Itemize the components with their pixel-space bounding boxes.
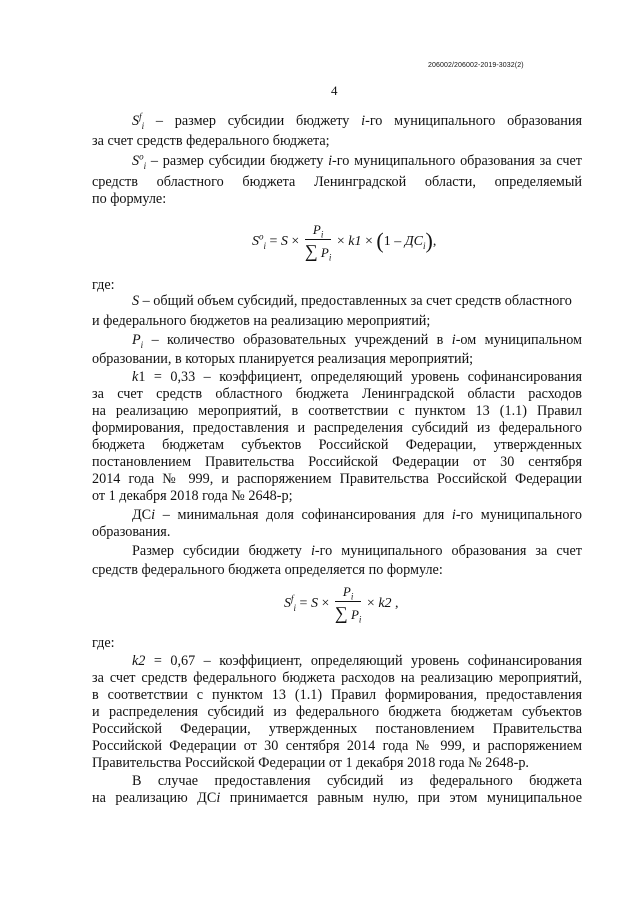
formula-so: $S^o_i = S$ × $\frac{P_i}{\sum P_i}$ × $k1 \times (1 - ДС_i)$, [252, 222, 437, 263]
text-line: и распределения субсидий из федерального бюджета бюджетам субъектов [92, 704, 582, 720]
text-line: постановлением Правительства Российской Федерации от 30 сентября [92, 454, 582, 470]
text-line: и федерального бюджетов на реализацию мероприятий; [92, 313, 431, 329]
text-line: по формуле: [92, 191, 167, 207]
definition-sf: $S^f_i$ – размер субсидии бюджету i-го муниципального образования [132, 111, 583, 131]
text-line: где: [92, 635, 115, 651]
definition-k1: k1 = 0,33 – коэффициент, определяющий уровень софинансирования [132, 369, 582, 385]
definition-p: $P_i$ – количество образовательных учреждений в i-ом муниципальном [132, 332, 583, 350]
definition-s: S – общий объем субсидий, предоставленных за счет средств областного [132, 293, 572, 309]
text-line: Размер субсидии бюджету i-го муниципального образования за счет [132, 543, 582, 559]
fraction: $\frac{P_i}{\sum P_i}$ [304, 222, 332, 263]
text-line: В случае предоставления субсидий из федерального бюджета [132, 773, 582, 789]
document-reference: 206002/206002-2019-3032(2) [428, 62, 524, 69]
text-line: за счет средств федерального бюджета; [92, 133, 330, 149]
text-line: образования. [92, 524, 171, 540]
text-line: за счет средств федерального бюджета расходов на реализацию мероприятий, [92, 670, 582, 686]
formula-sf: $S^f_i = S$ × $\frac{P_i}{\sum P_i}$ × k2 , [284, 584, 399, 625]
page-number: 4 [331, 83, 338, 98]
text-line: в соответствии с пунктом 13 (1.1) Правил формирования, предоставления [92, 687, 582, 703]
definition-so: $S^o_i$ – размер субсидии бюджету i-го муниципального образования за счет [132, 151, 582, 171]
text-line: где: [92, 277, 115, 293]
text-line: средств федерального бюджета определяется по формуле: [92, 562, 443, 578]
text-line: 2014 года № 999, и распоряжением Правительства Российской Федерации [92, 471, 582, 487]
text-line: средств областного бюджета Ленинградской области, определяемый [92, 174, 582, 190]
text-line: Российской Федерации от 30 сентября 2014 года № 999, и распоряжением [92, 738, 582, 754]
text-line: бюджета бюджетам субъектов Российской Федерации, утвержденных [92, 437, 582, 453]
text-line: от 1 декабря 2018 года № 2648-р; [92, 488, 293, 504]
text-line: за счет средств областного бюджета Ленинградской области расходов [92, 386, 582, 402]
definition-dc: ДСi – минимальная доля софинансирования для i-го муниципального [132, 507, 583, 523]
definition-k2: k2 = 0,67 – коэффициент, определяющий уровень софинансирования [132, 653, 583, 669]
text-line: на реализацию мероприятий, в соответствии с пунктом 13 (1.1) Правил [92, 403, 582, 419]
text-line: формирования, предоставления и распределения субсидий из федерального [92, 420, 582, 436]
text-line: Российской Федерации, утвержденных постановлением Правительства [92, 721, 582, 737]
text-line: образовании, в которых планируется реализация мероприятий; [92, 351, 474, 367]
text-line: на реализацию ДСi принимается равным нулю, при этом муниципальное [92, 790, 583, 806]
text-line: Правительства Российской Федерации от 1 декабря 2018 года № 2648-р. [92, 755, 529, 771]
fraction: $\frac{P_i}{\sum P_i}$ [334, 584, 362, 625]
